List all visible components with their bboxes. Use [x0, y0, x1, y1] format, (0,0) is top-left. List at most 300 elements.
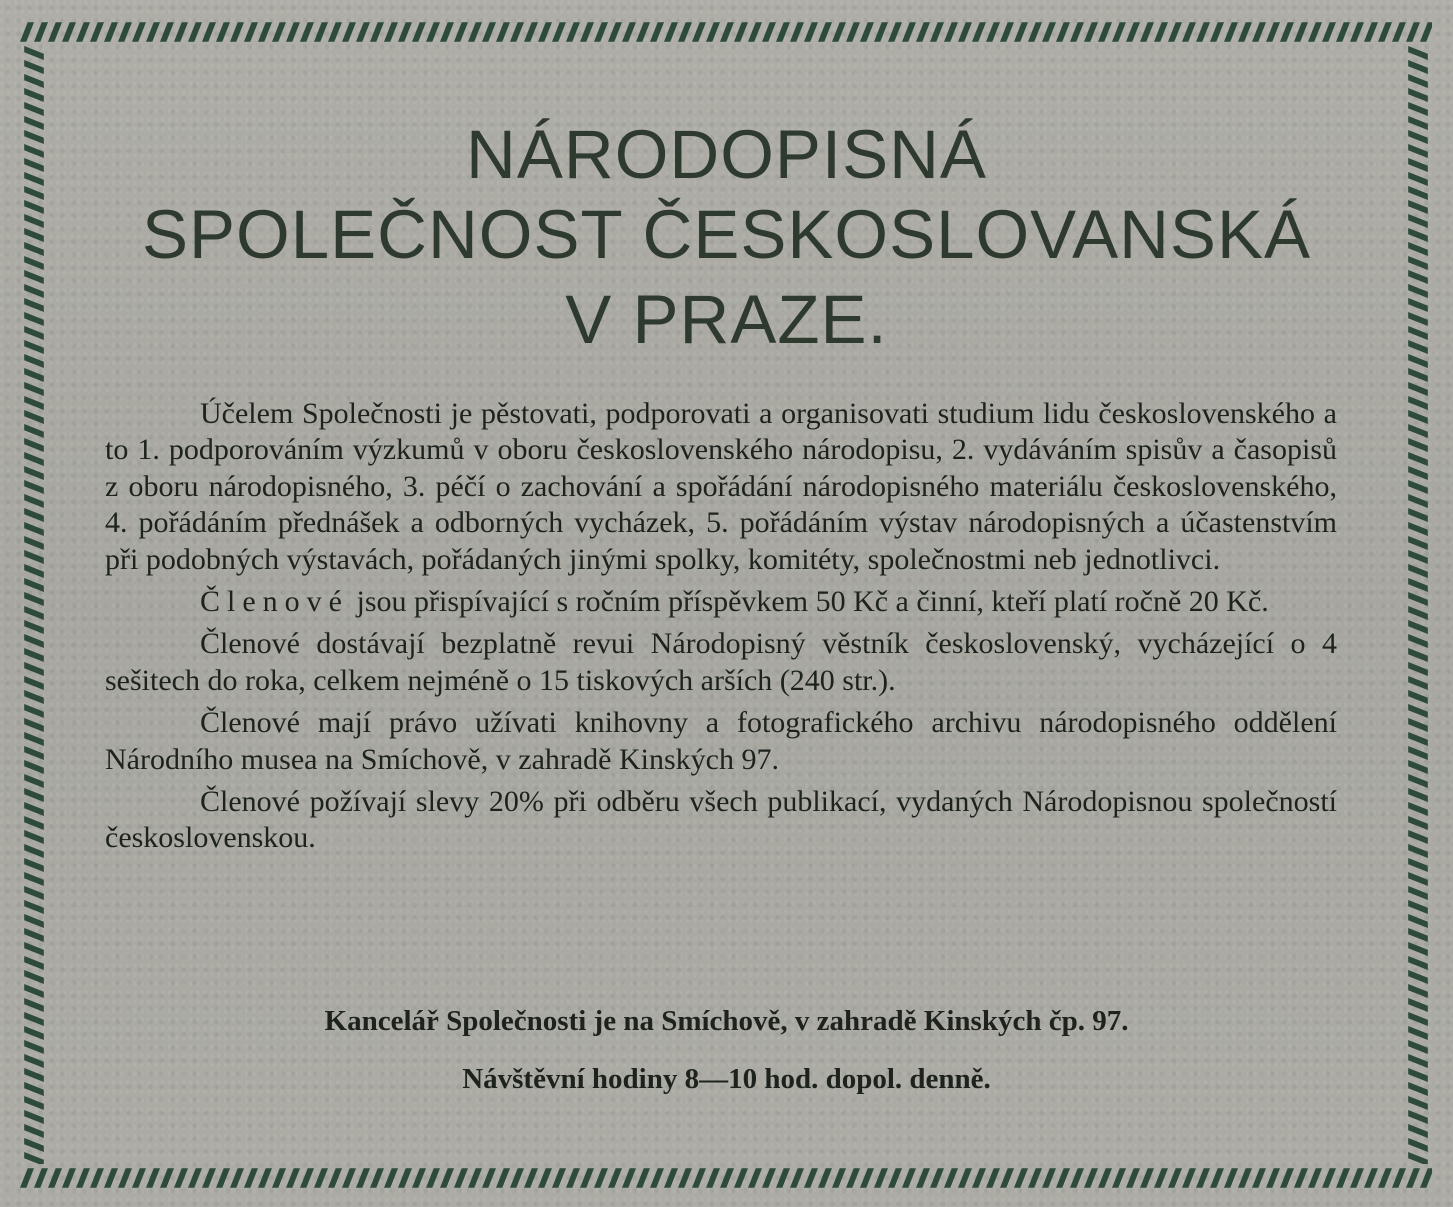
rope-twist-mark	[622, 1168, 636, 1188]
rope-twist-mark	[230, 1168, 244, 1188]
rope-twist-mark	[1112, 1168, 1126, 1188]
rope-twist-mark	[118, 1168, 132, 1188]
paragraph-library: Členové mají právo užívati knihovny a fotografického archivu národopisného oddělení Národního musea na Smíchově, v zahradě Kinských 97.	[105, 706, 1337, 776]
rope-twist-mark	[692, 22, 706, 42]
rope-twist-mark	[1408, 186, 1428, 200]
rope-twist-mark	[24, 900, 44, 914]
rope-twist-mark	[1014, 1168, 1028, 1188]
rope-twist-mark	[384, 22, 398, 42]
rope-twist-mark	[958, 1168, 972, 1188]
rope-twist-mark	[510, 1168, 524, 1188]
decorative-border-right	[1404, 46, 1432, 1164]
rope-twist-mark	[24, 186, 44, 200]
rope-twist-mark	[1408, 214, 1428, 228]
rope-twist-mark	[244, 22, 258, 42]
rope-twist-mark	[24, 606, 44, 620]
rope-twist-mark	[1408, 60, 1428, 74]
rope-twist-mark	[24, 116, 44, 130]
rope-twist-mark	[328, 22, 342, 42]
rope-twist-mark	[90, 22, 104, 42]
rope-twist-mark	[1294, 22, 1308, 42]
rope-twist-mark	[24, 130, 44, 144]
rope-twist-mark	[986, 1168, 1000, 1188]
paragraph-membership-lead: Členové	[200, 585, 349, 619]
rope-twist-mark	[24, 746, 44, 760]
rope-twist-mark	[720, 1168, 734, 1188]
rope-twist-mark	[24, 676, 44, 690]
rope-twist-mark	[1126, 22, 1140, 42]
paragraph-membership	[105, 584, 1337, 620]
rope-twist-mark	[944, 1168, 958, 1188]
rope-twist-mark	[24, 340, 44, 354]
rope-twist-mark	[1408, 508, 1428, 522]
rope-twist-mark	[384, 1168, 398, 1188]
rope-twist-mark	[1140, 1168, 1154, 1188]
rope-twist-mark	[720, 22, 734, 42]
rope-twist-mark	[24, 872, 44, 886]
rope-twist-mark	[1408, 956, 1428, 970]
rope-twist-mark	[34, 22, 48, 42]
rope-twist-mark	[356, 1168, 370, 1188]
rope-twist-mark	[24, 354, 44, 368]
rope-twist-mark	[1408, 648, 1428, 662]
rope-twist-mark	[1408, 1124, 1428, 1138]
rope-twist-mark	[1408, 480, 1428, 494]
rope-twist-mark	[1280, 22, 1294, 42]
rope-twist-mark	[748, 1168, 762, 1188]
rope-twist-mark	[24, 1096, 44, 1110]
rope-twist-mark	[440, 22, 454, 42]
rope-twist-mark	[1408, 1012, 1428, 1026]
rope-twist-mark	[1408, 410, 1428, 424]
rope-twist-mark	[24, 1124, 44, 1138]
rope-twist-mark	[1408, 116, 1428, 130]
rope-twist-mark	[1408, 228, 1428, 242]
rope-twist-mark	[24, 592, 44, 606]
rope-twist-mark	[1408, 256, 1428, 270]
rope-twist-mark	[1408, 466, 1428, 480]
rope-twist-mark	[24, 858, 44, 872]
rope-twist-mark	[24, 1068, 44, 1082]
rope-twist-mark	[496, 1168, 510, 1188]
rope-twist-mark	[48, 22, 62, 42]
rope-twist-mark	[24, 816, 44, 830]
rope-twist-mark	[1406, 22, 1420, 42]
rope-twist-mark	[1098, 1168, 1112, 1188]
rope-twist-mark	[202, 1168, 216, 1188]
rope-twist-mark	[1350, 1168, 1364, 1188]
rope-twist-mark	[944, 22, 958, 42]
rope-twist-mark	[1364, 22, 1378, 42]
rope-twist-mark	[1408, 662, 1428, 676]
rope-twist-mark	[146, 22, 160, 42]
rope-twist-mark	[846, 22, 860, 42]
rope-twist-mark	[286, 22, 300, 42]
rope-twist-mark	[804, 1168, 818, 1188]
rope-twist-mark	[1408, 816, 1428, 830]
rope-twist-mark	[24, 452, 44, 466]
rope-twist-mark	[1408, 46, 1428, 60]
rope-twist-mark	[1408, 606, 1428, 620]
rope-twist-mark	[1378, 1168, 1392, 1188]
rope-twist-mark	[132, 1168, 146, 1188]
rope-twist-mark	[1408, 200, 1428, 214]
rope-twist-mark	[1056, 22, 1070, 42]
rope-twist-mark	[1408, 102, 1428, 116]
rope-twist-mark	[1042, 1168, 1056, 1188]
rope-twist-mark	[1028, 22, 1042, 42]
rope-twist-mark	[692, 1168, 706, 1188]
rope-twist-mark	[24, 60, 44, 74]
rope-twist-mark	[76, 22, 90, 42]
rope-twist-mark	[1070, 1168, 1084, 1188]
decorative-border-top	[20, 18, 1432, 46]
rope-twist-mark	[1000, 1168, 1014, 1188]
rope-twist-mark	[1408, 242, 1428, 256]
rope-twist-mark	[1408, 858, 1428, 872]
rope-twist-mark	[566, 22, 580, 42]
rope-twist-mark	[24, 1110, 44, 1124]
office-hours: Návštěvní hodiny 8—10 hod. dopol. denně.	[462, 1063, 991, 1095]
rope-twist-mark	[24, 466, 44, 480]
rope-twist-mark	[734, 22, 748, 42]
rope-twist-mark	[34, 1168, 48, 1188]
rope-twist-mark	[748, 22, 762, 42]
rope-twist-mark	[24, 620, 44, 634]
rope-twist-mark	[24, 312, 44, 326]
rope-twist-mark	[24, 970, 44, 984]
rope-twist-mark	[24, 886, 44, 900]
rope-twist-mark	[24, 578, 44, 592]
rope-twist-mark	[398, 22, 412, 42]
rope-twist-mark	[1408, 998, 1428, 1012]
rope-twist-mark	[1408, 354, 1428, 368]
rope-twist-mark	[1408, 1096, 1428, 1110]
rope-twist-mark	[24, 494, 44, 508]
rope-twist-mark	[24, 270, 44, 284]
rope-twist-mark	[650, 22, 664, 42]
rope-twist-mark	[790, 1168, 804, 1188]
rope-twist-mark	[678, 1168, 692, 1188]
rope-twist-mark	[1196, 1168, 1210, 1188]
rope-twist-mark	[636, 22, 650, 42]
rope-twist-mark	[762, 22, 776, 42]
rope-twist-mark	[1408, 158, 1428, 172]
rope-twist-mark	[1408, 732, 1428, 746]
rope-twist-mark	[790, 22, 804, 42]
rope-twist-mark	[1168, 1168, 1182, 1188]
rope-twist-mark	[24, 984, 44, 998]
rope-twist-mark	[650, 1168, 664, 1188]
rope-twist-mark	[1182, 22, 1196, 42]
rope-twist-mark	[24, 522, 44, 536]
rope-twist-mark	[24, 1082, 44, 1096]
rope-twist-mark	[930, 1168, 944, 1188]
rope-twist-mark	[90, 1168, 104, 1188]
rope-twist-mark	[552, 1168, 566, 1188]
rope-twist-mark	[1408, 564, 1428, 578]
rope-twist-mark	[24, 1138, 44, 1152]
rope-twist-mark	[24, 88, 44, 102]
rope-twist-mark	[1168, 22, 1182, 42]
rope-twist-mark	[1408, 1110, 1428, 1124]
rope-twist-mark	[24, 662, 44, 676]
rope-twist-mark	[1308, 1168, 1322, 1188]
rope-twist-mark	[664, 1168, 678, 1188]
rope-twist-mark	[202, 22, 216, 42]
rope-twist-mark	[594, 1168, 608, 1188]
rope-twist-mark	[1408, 634, 1428, 648]
rope-twist-mark	[1408, 984, 1428, 998]
rope-twist-mark	[1336, 22, 1350, 42]
rope-twist-mark	[1140, 22, 1154, 42]
rope-twist-mark	[1224, 22, 1238, 42]
rope-twist-mark	[1154, 1168, 1168, 1188]
rope-twist-mark	[538, 1168, 552, 1188]
paragraph-membership-rest: jsou přispívající s ročním příspěvkem 50 Kč a činní, kteří platí ročně 20 Kč.	[348, 585, 1269, 619]
rope-twist-mark	[454, 1168, 468, 1188]
rope-twist-mark	[24, 564, 44, 578]
rope-twist-mark	[496, 22, 510, 42]
rope-twist-mark	[24, 144, 44, 158]
rope-twist-mark	[342, 1168, 356, 1188]
rope-twist-mark	[24, 284, 44, 298]
rope-twist-mark	[1364, 1168, 1378, 1188]
rope-twist-mark	[216, 1168, 230, 1188]
rope-twist-mark	[1408, 760, 1428, 774]
rope-twist-mark	[636, 1168, 650, 1188]
rope-twist-mark	[1350, 22, 1364, 42]
rope-twist-mark	[188, 22, 202, 42]
rope-twist-mark	[1420, 1168, 1432, 1188]
rope-twist-mark	[1408, 774, 1428, 788]
rope-twist-mark	[24, 158, 44, 172]
rope-twist-mark	[1408, 872, 1428, 886]
rope-twist-mark	[1408, 284, 1428, 298]
rope-twist-mark	[118, 22, 132, 42]
rope-twist-mark	[20, 1168, 34, 1188]
rope-twist-mark	[958, 22, 972, 42]
rope-twist-mark	[1098, 22, 1112, 42]
rope-twist-mark	[1392, 22, 1406, 42]
rope-twist-mark	[24, 368, 44, 382]
rope-twist-mark	[24, 200, 44, 214]
rope-twist-mark	[1406, 1168, 1420, 1188]
rope-twist-mark	[1408, 1138, 1428, 1152]
rope-twist-mark	[24, 46, 44, 60]
rope-twist-mark	[1408, 522, 1428, 536]
rope-twist-mark	[566, 1168, 580, 1188]
rope-twist-mark	[1408, 718, 1428, 732]
rope-twist-mark	[706, 1168, 720, 1188]
rope-twist-mark	[1196, 22, 1210, 42]
rope-twist-mark	[1336, 1168, 1350, 1188]
rope-twist-mark	[1408, 340, 1428, 354]
rope-twist-mark	[1408, 830, 1428, 844]
office-address: Kancelář Společnosti je na Smíchově, v zahradě Kinských čp. 97.	[324, 1005, 1129, 1037]
rope-twist-mark	[1408, 550, 1428, 564]
rope-twist-mark	[24, 480, 44, 494]
rope-twist-mark	[1182, 1168, 1196, 1188]
rope-twist-mark	[1408, 172, 1428, 186]
rope-twist-mark	[678, 22, 692, 42]
rope-twist-mark	[24, 172, 44, 186]
rope-twist-mark	[24, 102, 44, 116]
rope-twist-mark	[1408, 970, 1428, 984]
rope-twist-mark	[1408, 130, 1428, 144]
rope-twist-mark	[986, 22, 1000, 42]
rope-twist-mark	[1408, 144, 1428, 158]
rope-twist-mark	[1238, 1168, 1252, 1188]
rope-twist-mark	[594, 22, 608, 42]
rope-twist-mark	[1042, 22, 1056, 42]
rope-twist-mark	[1408, 886, 1428, 900]
rope-twist-mark	[24, 928, 44, 942]
rope-twist-mark	[370, 22, 384, 42]
rope-twist-mark	[860, 22, 874, 42]
rope-twist-mark	[664, 22, 678, 42]
rope-twist-mark	[1408, 914, 1428, 928]
rope-twist-mark	[874, 22, 888, 42]
rope-twist-mark	[1408, 312, 1428, 326]
rope-twist-mark	[1420, 22, 1432, 42]
rope-twist-mark	[1408, 1040, 1428, 1054]
rope-twist-mark	[24, 382, 44, 396]
rope-twist-mark	[608, 22, 622, 42]
rope-twist-mark	[454, 22, 468, 42]
rope-twist-mark	[146, 1168, 160, 1188]
paragraph-journal: Členové dostávají bezplatně revui Národopisný věstník československý, vycházející o 4 sešitech do roka, celkem nejméně o 15 tiskových arších (240 str.).	[105, 627, 1337, 697]
rope-twist-mark	[104, 1168, 118, 1188]
rope-twist-mark	[1056, 1168, 1070, 1188]
rope-twist-mark	[524, 22, 538, 42]
rope-twist-mark	[1408, 942, 1428, 956]
rope-twist-mark	[1408, 536, 1428, 550]
rope-twist-mark	[1408, 788, 1428, 802]
rope-twist-mark	[580, 22, 594, 42]
rope-twist-mark	[1408, 88, 1428, 102]
rope-twist-mark	[916, 22, 930, 42]
rope-twist-mark	[440, 1168, 454, 1188]
rope-twist-mark	[216, 22, 230, 42]
rope-twist-mark	[1084, 22, 1098, 42]
rope-twist-mark	[104, 22, 118, 42]
rope-twist-mark	[300, 1168, 314, 1188]
rope-twist-mark	[1266, 1168, 1280, 1188]
rope-twist-mark	[370, 1168, 384, 1188]
rope-twist-mark	[24, 410, 44, 424]
rope-twist-mark	[62, 22, 76, 42]
rope-twist-mark	[412, 22, 426, 42]
rope-twist-mark	[1408, 424, 1428, 438]
rope-twist-mark	[1408, 1152, 1428, 1164]
rope-twist-mark	[804, 22, 818, 42]
rope-twist-mark	[174, 22, 188, 42]
rope-twist-mark	[1252, 1168, 1266, 1188]
paragraph-discount: Členové požívají slevy 20% při odběru všech publikací, vydaných Národopisnou společností československou.	[105, 785, 1337, 855]
rope-twist-mark	[482, 1168, 496, 1188]
rope-twist-mark	[1408, 326, 1428, 340]
rope-twist-mark	[1252, 22, 1266, 42]
rope-twist-mark	[356, 22, 370, 42]
rope-twist-mark	[972, 1168, 986, 1188]
rope-twist-mark	[412, 1168, 426, 1188]
rope-twist-mark	[24, 802, 44, 816]
rope-twist-mark	[818, 22, 832, 42]
rope-twist-mark	[706, 22, 720, 42]
rope-twist-mark	[1112, 22, 1126, 42]
rope-twist-mark	[1408, 452, 1428, 466]
rope-twist-mark	[24, 550, 44, 564]
rope-twist-mark	[1308, 22, 1322, 42]
rope-twist-mark	[1408, 1054, 1428, 1068]
rope-twist-mark	[902, 22, 916, 42]
rope-twist-mark	[286, 1168, 300, 1188]
rope-twist-mark	[24, 914, 44, 928]
rope-twist-mark	[1408, 270, 1428, 284]
rope-twist-mark	[538, 22, 552, 42]
rope-twist-mark	[160, 1168, 174, 1188]
rope-twist-mark	[1408, 368, 1428, 382]
rope-twist-mark	[24, 774, 44, 788]
rope-twist-mark	[24, 1012, 44, 1026]
rope-twist-mark	[1408, 676, 1428, 690]
decorative-border-bottom	[20, 1164, 1432, 1192]
rope-twist-mark	[832, 1168, 846, 1188]
rope-twist-mark	[426, 22, 440, 42]
rope-twist-mark	[62, 1168, 76, 1188]
rope-twist-mark	[1408, 690, 1428, 704]
rope-twist-mark	[510, 22, 524, 42]
rope-twist-mark	[24, 424, 44, 438]
title-line-1: NÁRODOPISNÁ	[466, 116, 987, 193]
rope-twist-mark	[468, 1168, 482, 1188]
decorative-border-left	[20, 46, 48, 1164]
rope-twist-mark	[314, 1168, 328, 1188]
rope-twist-mark	[24, 256, 44, 270]
rope-twist-mark	[1408, 74, 1428, 88]
rope-twist-mark	[244, 1168, 258, 1188]
rope-twist-mark	[1014, 22, 1028, 42]
rope-twist-mark	[188, 1168, 202, 1188]
rope-twist-mark	[1408, 928, 1428, 942]
rope-twist-mark	[1000, 22, 1014, 42]
rope-twist-mark	[1408, 900, 1428, 914]
rope-twist-mark	[580, 1168, 594, 1188]
rope-twist-mark	[1408, 494, 1428, 508]
rope-twist-mark	[776, 22, 790, 42]
rope-twist-mark	[902, 1168, 916, 1188]
rope-twist-mark	[1070, 22, 1084, 42]
rope-twist-mark	[258, 1168, 272, 1188]
rope-twist-mark	[230, 22, 244, 42]
rope-twist-mark	[482, 22, 496, 42]
rope-twist-mark	[1408, 1068, 1428, 1082]
rope-twist-mark	[24, 690, 44, 704]
rope-twist-mark	[24, 1026, 44, 1040]
rope-twist-mark	[24, 1040, 44, 1054]
rope-twist-mark	[1224, 1168, 1238, 1188]
rope-twist-mark	[24, 830, 44, 844]
rope-twist-mark	[20, 22, 34, 42]
rope-twist-mark	[300, 22, 314, 42]
rope-twist-mark	[314, 22, 328, 42]
rope-twist-mark	[24, 942, 44, 956]
rope-twist-mark	[24, 396, 44, 410]
rope-twist-mark	[24, 732, 44, 746]
rope-twist-mark	[24, 998, 44, 1012]
rope-twist-mark	[426, 1168, 440, 1188]
